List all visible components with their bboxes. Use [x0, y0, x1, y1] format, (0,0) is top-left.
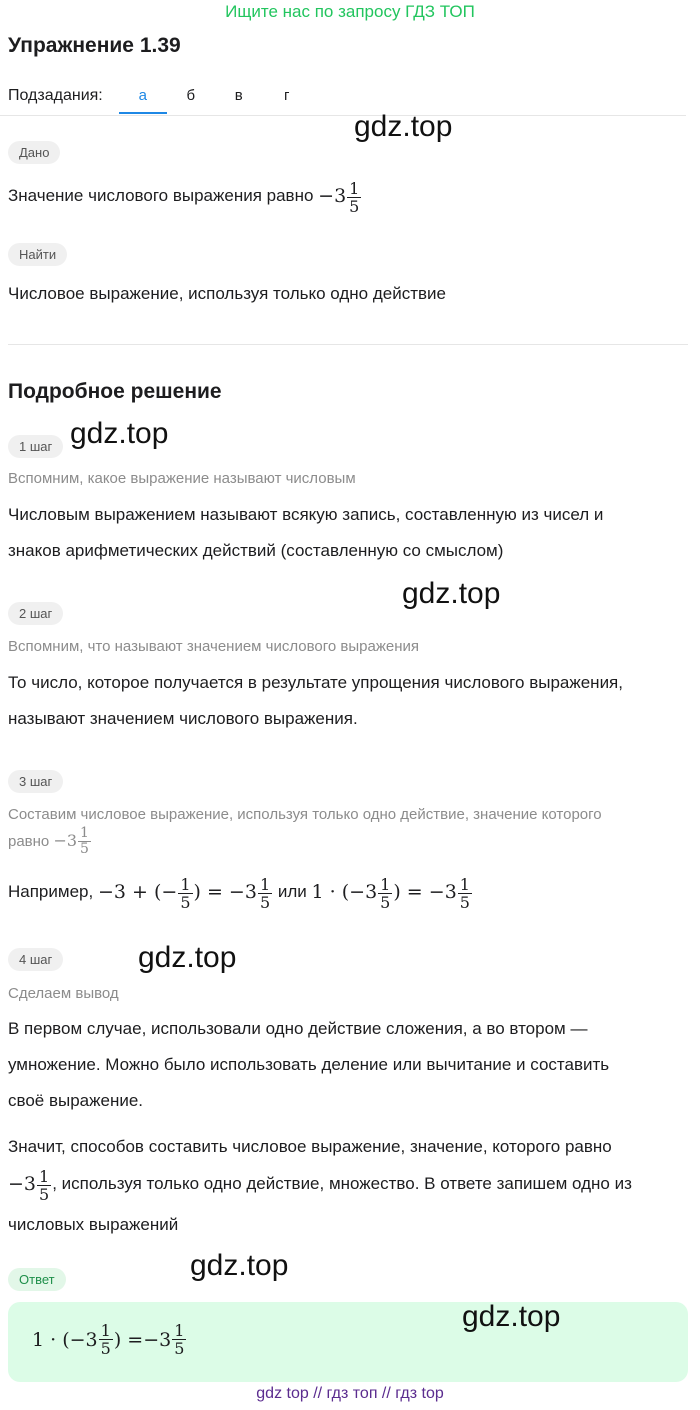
answer-badge: Ответ [8, 1268, 66, 1291]
given-math: −3 $\frac{1}{5}$ [318, 178, 360, 216]
subtasks-bar [8, 84, 311, 116]
step1-hint: Вспомним, какое выражение называют числовым [8, 470, 356, 487]
step3-hint: Составим числовое выражение, используя только одно действие, значение которого [8, 806, 602, 823]
step2-badge-wrap [8, 602, 63, 625]
solution-heading: Подробное решение [8, 380, 222, 403]
given-statement [8, 178, 362, 215]
step4-line4: Значит, способов составить числовое выражение, значение, которого равно [8, 1137, 612, 1156]
step4-line5-text: , используя только одно действие, множество. В ответе запишем одно из [52, 1174, 632, 1194]
step4-line5 [8, 1166, 632, 1203]
step1-line2: знаков арифметических действий (составленную со смыслом) [8, 541, 504, 560]
footer-links[interactable]: gdz top // гдз топ // гдз top [256, 1385, 444, 1402]
page-title: Упражнение 1.39 [8, 34, 181, 57]
tab-g[interactable]: г [283, 87, 290, 104]
step4-hint: Сделаем вывод [8, 985, 119, 1002]
section-divider [8, 344, 688, 345]
answer-math: 1 · ( − 3 $\frac{1}{5}$ ) = − 3 $\frac{1}{5}$ [32, 1321, 185, 1358]
watermark: gdz.top [462, 1300, 561, 1333]
tab-v[interactable]: в [234, 87, 243, 104]
step3-hint2 [8, 826, 92, 857]
watermark: gdz.top [70, 417, 169, 450]
example-math-1: −3 + (− $\frac{1}{5}$ ) = −3 $\frac{1}{5}$ [97, 874, 271, 912]
find-badge: Найти [8, 243, 67, 266]
step4-line2: умножение. Можно было использовать деление или вычитание и составить [8, 1055, 610, 1074]
step1-line1: Числовым выражением называют всякую запись, составленную из чисел и [8, 505, 604, 524]
step1-badge: 1 шаг [8, 435, 63, 458]
step2-badge: 2 шаг [8, 602, 63, 625]
subtasks-label: Подзадания: [8, 87, 103, 104]
step3-example-or: или [277, 882, 307, 902]
top-banner: Ищите нас по запросу ГДЗ ТОП [225, 2, 475, 21]
given-badge-wrap [8, 141, 60, 164]
step4-math: −3 $\frac{1}{5}$ [8, 1166, 50, 1204]
step3-hint2-text: равно [8, 833, 50, 850]
watermark: gdz.top [138, 941, 237, 974]
tab-a[interactable]: а [119, 84, 167, 114]
step4-line1: В первом случае, использовали одно действие сложения, а во втором — [8, 1019, 588, 1038]
step2-hint: Вспомним, что называют значением числового выражения [8, 638, 419, 655]
given-badge: Дано [8, 141, 60, 164]
find-text: Числовое выражение, используя только одно действие [8, 284, 446, 303]
step3-badge: 3 шаг [8, 770, 63, 793]
answer-badge-wrap [8, 1268, 66, 1291]
step2-line2: называют значением числового выражения. [8, 709, 358, 728]
step4-line6: числовых выражений [8, 1215, 179, 1234]
step4-line3: своё выражение. [8, 1091, 144, 1110]
step1-badge-wrap [8, 435, 63, 458]
step3-hint-math: −3 $\frac{1}{5}$ [53, 825, 89, 857]
find-badge-wrap [8, 243, 67, 266]
step3-badge-wrap [8, 770, 63, 793]
watermark: gdz.top [354, 110, 453, 143]
example-math-2: 1 · (−3 $\frac{1}{5}$ ) = −3 $\frac{1}{5}$ [311, 874, 470, 912]
step3-example [8, 874, 473, 911]
tabs-divider [0, 115, 686, 116]
watermark: gdz.top [190, 1249, 289, 1282]
step4-badge-wrap [8, 948, 63, 971]
step4-badge: 4 шаг [8, 948, 63, 971]
tab-b[interactable]: б [186, 87, 196, 104]
given-text: Значение числового выражения равно [8, 186, 314, 206]
step3-example-prefix: Например, [8, 882, 94, 902]
watermark: gdz.top [402, 577, 501, 610]
step2-line1: То число, которое получается в результате упрощения числового выражения, [8, 673, 623, 692]
